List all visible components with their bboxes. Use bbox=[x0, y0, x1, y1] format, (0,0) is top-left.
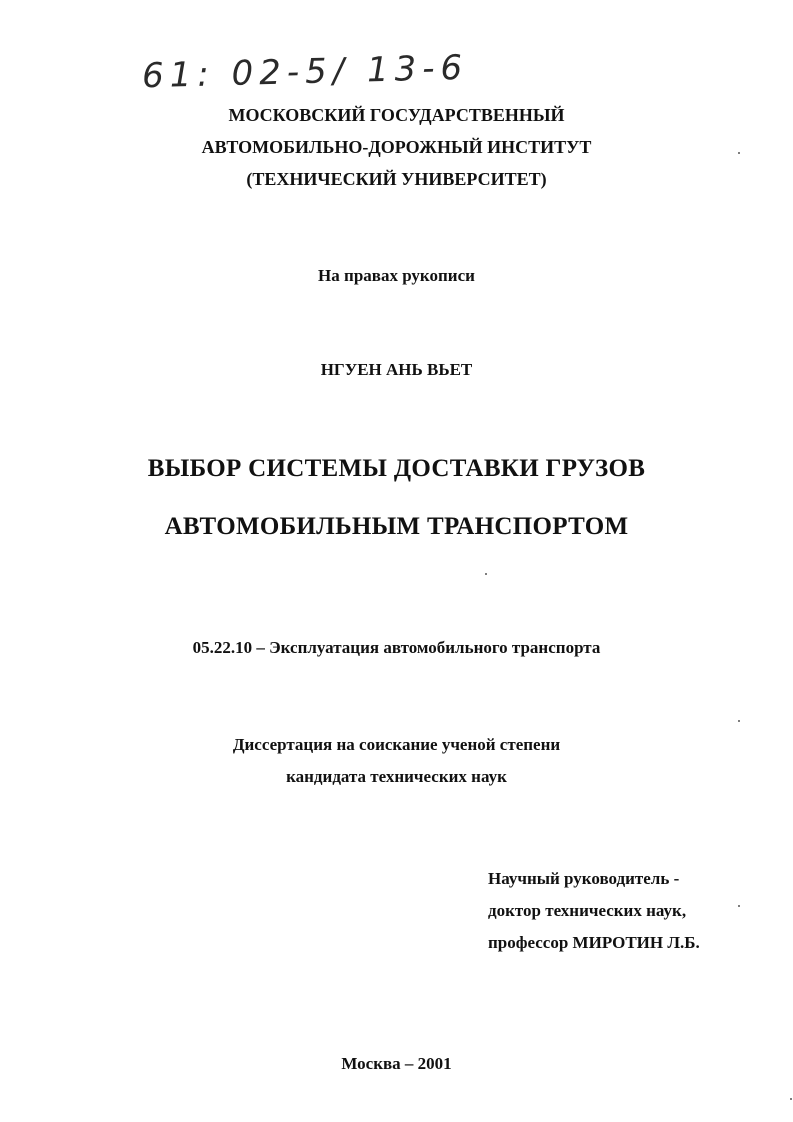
degree-line-1: Диссертация на соискание ученой степени bbox=[232, 735, 561, 754]
manuscript-rights: На правах рукописи bbox=[318, 266, 475, 285]
scan-speck bbox=[738, 905, 740, 907]
institution-line-3: (ТЕХНИЧЕСКИЙ УНИВЕРСИТЕТ) bbox=[246, 169, 547, 189]
scan-speck bbox=[485, 573, 487, 575]
institution-line-2: АВТОМОБИЛЬНО-ДОРОЖНЫЙ ИНСТИТУТ bbox=[201, 137, 592, 157]
institution-line-1: МОСКОВСКИЙ ГОСУДАРСТВЕННЫЙ bbox=[228, 105, 565, 125]
scan-speck bbox=[738, 720, 740, 722]
supervisor-line-2: доктор технических наук, bbox=[488, 901, 687, 920]
supervisor-line-1: Научный руководитель - bbox=[488, 869, 680, 888]
specialty-code: 05.22.10 – Эксплуатация автомобильного транспорта bbox=[192, 638, 601, 657]
supervisor-block bbox=[488, 863, 700, 959]
city-year: Москва – 2001 bbox=[341, 1054, 452, 1073]
author-name: НГУЕН АНЬ ВЬЕТ bbox=[320, 360, 473, 379]
scan-speck bbox=[790, 1098, 792, 1100]
supervisor-line-3: профессор МИРОТИН Л.Б. bbox=[488, 933, 700, 952]
handwritten-archive-number: 61: 02-5/ 13-6 bbox=[141, 47, 469, 97]
title-line-2: АВТОМОБИЛЬНЫМ ТРАНСПОРТОМ bbox=[164, 513, 629, 540]
title-line-1: ВЫБОР СИСТЕМЫ ДОСТАВКИ ГРУЗОВ bbox=[147, 455, 646, 482]
degree-line-2: кандидата технических наук bbox=[286, 767, 507, 786]
scan-speck bbox=[738, 152, 740, 154]
